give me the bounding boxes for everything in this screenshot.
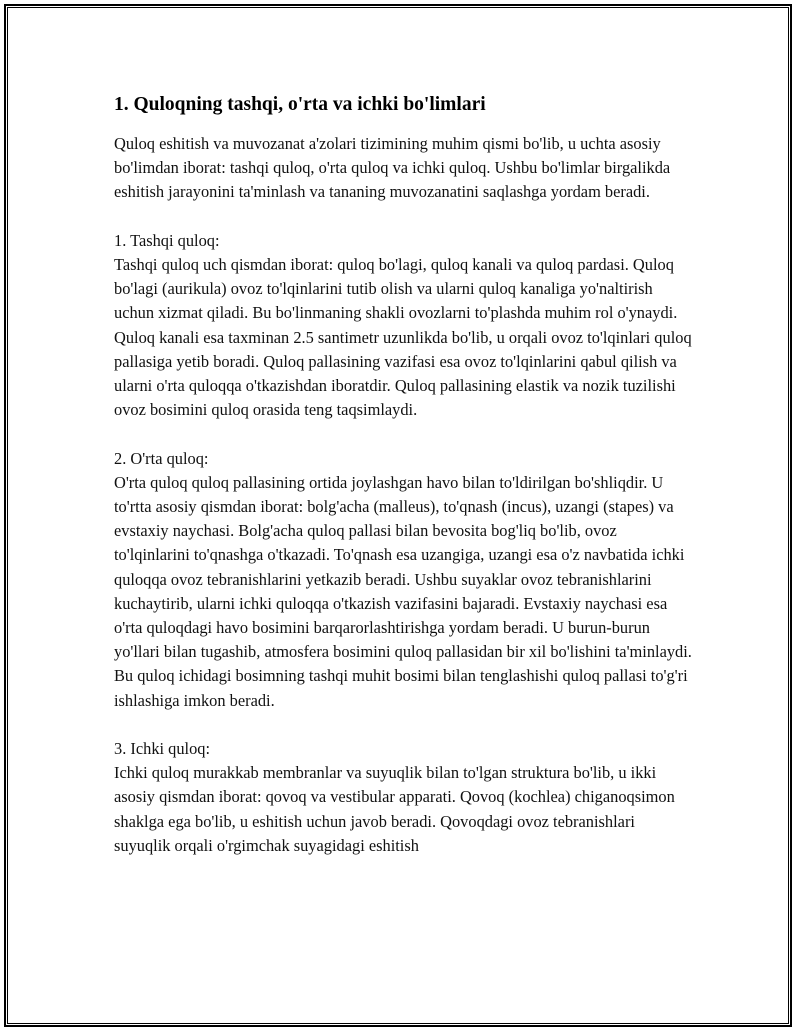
section-inner-ear	[114, 737, 694, 858]
section-outer-ear	[114, 229, 694, 423]
section-heading: 3. Ichki quloq:	[114, 739, 211, 759]
section-heading: 2. O'rta quloq:	[114, 448, 209, 468]
section-paragraph: Ichki quloq murakkab membranlar va suyuqlik bilan to'lgan struktura bo'lib, u ikki asosiy qismdan iborat: qovoq va vestibular apparati. Qovoq (kochlea) chiganoqsimon shaklga ega bo'lib, u eshitish uchun javob beradi. Qovoqdagi ovoz tebranishlari suyuqlik orqali o'rgimchak suyagidagi eshitish	[114, 763, 675, 855]
intro-paragraph: Quloq eshitish va muvozanat a'zolari tizimining muhim qismi bo'lib, u uchta asosiy bo'limdan iborat: tashqi quloq, o'rta quloq va ichki quloq. Ushbu bo'limlar birgalikda eshitish jarayonini ta'minlash va tananing muvozanatini saqlashga yordam beradi.	[114, 134, 671, 202]
section-middle-ear	[114, 447, 694, 713]
document-body	[114, 92, 694, 858]
section-paragraph: O'rta quloq quloq pallasining ortida joylashgan havo bilan to'ldirilgan bo'shliqdir. U to'rtta asosiy qismdan iborat: bolg'acha (malleus), to'qnash (incus), uzangi (stapes) va evstaxiy naychasi. Bolg'acha quloq pallasi bilan bevosita bog'liq bo'lib, ovoz to'lqinlarini to'qnashga o'tkazadi. To'qnash esa uzangiga, uzangi esa o'z navbatida ichki quloqqa ovoz tebranishlarini yetkazib beradi. Ushbu suyaklar ovoz tebranishlarini kuchaytirib, ularni ichki quloqqa o'tkazish vazifasini bajaradi. Evstaxiy naychasi esa o'rta quloqdagi havo bosimini barqarorlashtirishga yordam beradi. U burun-burun yo'llari bilan tugashib, atmosfera bosimini quloq pallasidan bir xil bo'lishini ta'minlaydi. Bu quloq ichidagi bosimning tashqi muhit bosimi bilan tenglashishi quloq pallasi to'g'ri ishlashiga imkon beradi.	[114, 472, 692, 710]
section-heading: 1. Tashqi quloq:	[114, 230, 220, 250]
section-paragraph: Tashqi quloq uch qismdan iborat: quloq bo'lagi, quloq kanali va quloq pardasi. Quloq bo'lagi (aurikula) ovoz to'lqinlarini tutib olish va ularni quloq kanaliga yo'naltirish uchun xizmat qiladi. Bu bo'linmaning shakli ovozlarni to'plashda muhim rol o'ynaydi. Quloq kanali esa taxminan 2.5 santimetr uzunlikda bo'lib, u orqali ovoz to'lqinlari quloq pallasiga yetib boradi. Quloq pallasining vazifasi esa ovoz to'lqinlarini qabul qilish va ularni o'rta quloqqa o'tkazishdan iboratdir. Quloq pallasining elastik va nozik tuzilishi ovoz bosimini quloq orasida teng taqsimlaydi.	[114, 255, 692, 420]
document-title: 1. Quloqning tashqi, o'rta va ichki bo'limlari	[114, 94, 486, 115]
